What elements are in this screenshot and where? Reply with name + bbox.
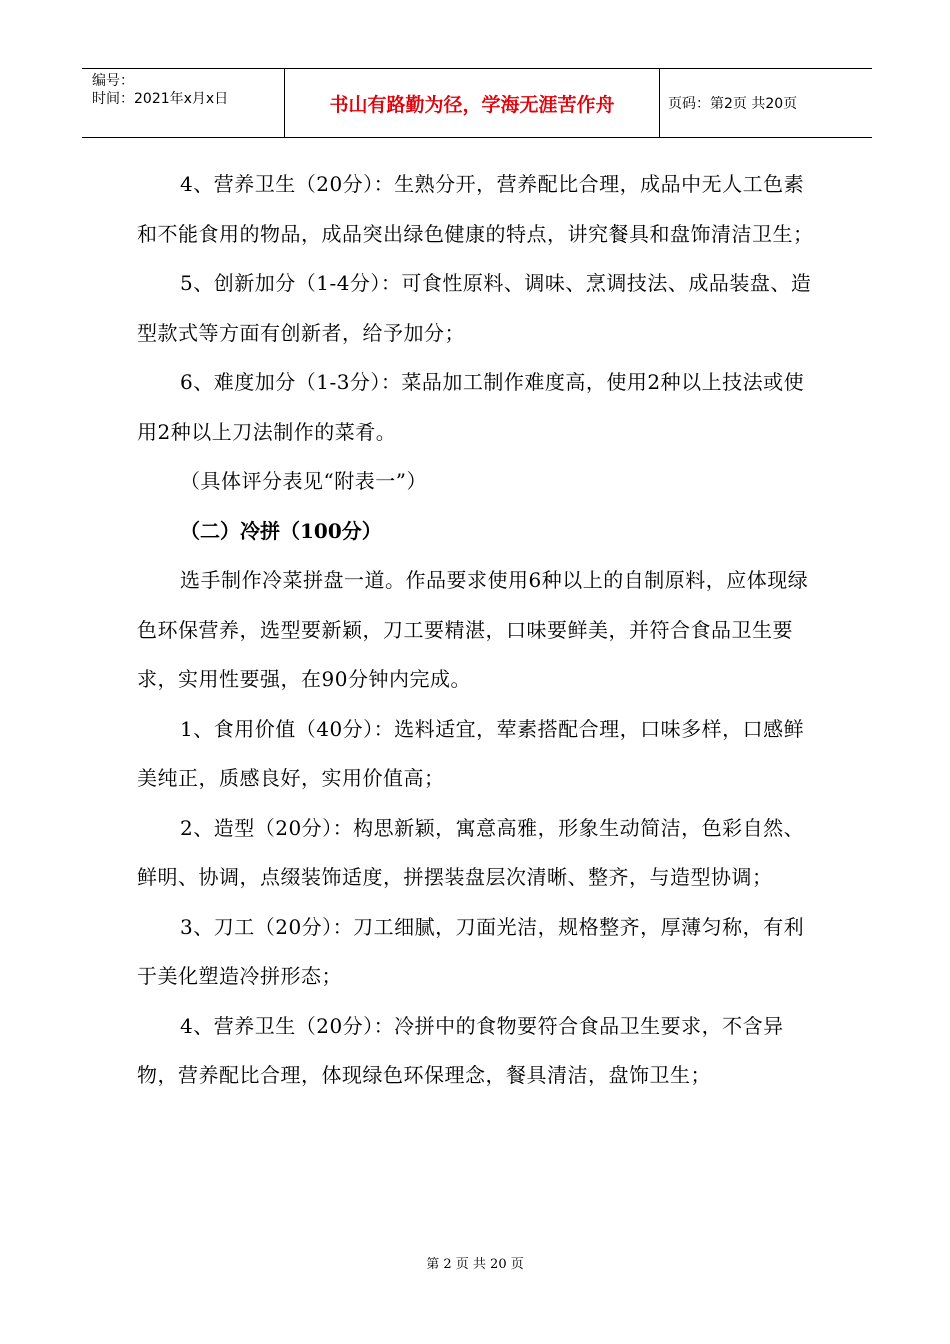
body-paragraph: 2、造型（20分）：构思新颖，寓意高雅，形象生动简洁，色彩自然、鲜明、协调，点缀装饰适度，拼摆装盘层次清晰、整齐，与造型协调； bbox=[137, 815, 805, 889]
page-header bbox=[82, 68, 872, 138]
header-page-label: 页码：第2页 共20页 bbox=[668, 96, 798, 112]
body-paragraph: 5、创新加分（1-4分）：可食性原料、调味、烹调技法、成品装盘、造型款式等方面有创新者，给予加分； bbox=[137, 271, 812, 345]
document-number-label: 编号： bbox=[92, 73, 134, 89]
body-paragraph: 4、营养卫生（20分）：冷拼中的食物要符合食品卫生要求，不含异物，营养配比合理，体现绿色环保理念，餐具清洁，盘饰卫生； bbox=[137, 1013, 784, 1087]
body-paragraph: 3、刀工（20分）：刀工细腻，刀面光洁，规格整齐，厚薄匀称，有利于美化塑造冷拼形态； bbox=[137, 914, 805, 988]
body-paragraph: 1、食用价值（40分）：选料适宜，荤素搭配合理，口味多样，口感鲜美纯正，质感良好，实用价值高； bbox=[137, 716, 805, 790]
header-meta bbox=[82, 69, 285, 137]
header-motto: 书山有路勤为径，学海无涯苦作舟 bbox=[285, 69, 660, 137]
body-paragraph: 6、难度加分（1-3分）：菜品加工制作难度高，使用2种以上技法或使用2种以上刀法制作的菜肴。 bbox=[137, 370, 805, 444]
document-date-label: 时间：2021年x月x日 bbox=[92, 91, 229, 107]
section-heading: （二）冷拼（100分） bbox=[180, 518, 382, 543]
body-paragraph: 4、营养卫生（20分）：生熟分开，营养配比合理，成品中无人工色素和不能食用的物品，成品突出绿色健康的特点，讲究餐具和盘饰清洁卫生； bbox=[137, 172, 814, 246]
page-footer: 第 2 页 共 20 页 bbox=[426, 1257, 524, 1272]
body-paragraph: （具体评分表见“附表一”） bbox=[180, 469, 427, 493]
document-body bbox=[137, 160, 817, 1101]
body-paragraph: 选手制作冷菜拼盘一道。作品要求使用6种以上的自制原料，应体现绿色环保营养，选型要新颖，刀工要精湛，口味要鲜美，并符合食品卫生要求，实用性要强，在90分钟内完成。 bbox=[137, 568, 809, 691]
